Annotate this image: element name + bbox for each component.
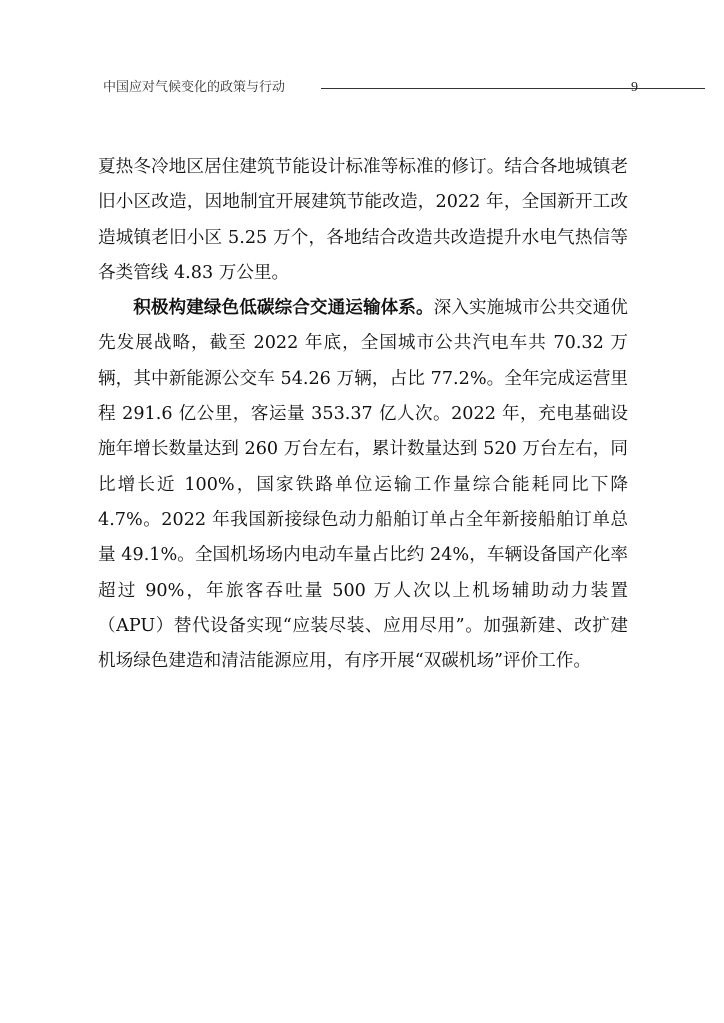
paragraph-building-retrofit xyxy=(98,150,628,291)
running-header-title: 中国应对气候变化的政策与行动 xyxy=(103,80,286,95)
page-header xyxy=(103,78,638,100)
header-rule xyxy=(321,88,705,89)
paragraph-lead-heading: 积极构建绿色低碳综合交通运输体系。 xyxy=(133,298,434,319)
body-text xyxy=(98,150,628,679)
paragraph-text: 夏热冬冷地区居住建筑节能设计标准等标准的修订。结合各地城镇老旧小区改造，因地制宜开展建筑节能改造，2022 年，全国新开工改造城镇老旧小区 5.25 万个，各地结合改造共改造提升水电气热信等各类管线 4.83 万公里。 xyxy=(98,157,628,283)
paragraph-text: 深入实施城市公共交通优先发展战略，截至 2022 年底，全国城市公共汽电车共 70.32 万辆，其中新能源公交车 54.26 万辆，占比 77.2%。全年完成运营里程 291.6 亿公里，客运量 353.37 亿人次。2022 年，充电基础设施年增长数量达到 260 万台左右，累计数量达到 520 万台左右，同比增长近 100%，国家铁路单位运输工作量综合能耗同比下降 4.7%。2022 年我国新接绿色动力船舶订单占全年新接船舶订单总量 49.1%。全国机场场内电动车量占比约 24%，车辆设备国产化率超过 90%，年旅客吞吐量 500 万人次以上机场辅助动力装置（APU）替代设备实现“应装尽装、应用尽用”。加强新建、改扩建机场绿色建造和清洁能源应用，有序开展“双碳机场”评价工作。 xyxy=(98,298,628,672)
paragraph-green-transport xyxy=(98,291,628,679)
page-number: 9 xyxy=(631,80,638,95)
